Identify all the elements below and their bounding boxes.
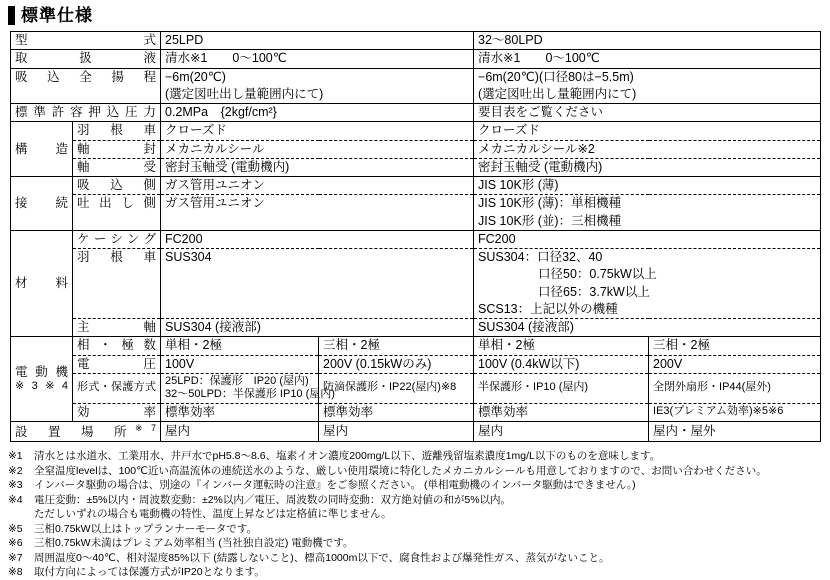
impeller-32-80lpd: クローズド	[474, 122, 821, 140]
table-row	[11, 266, 821, 283]
suction-head-25lpd-b: (選定図吐出し量範囲内にて)	[161, 86, 474, 104]
group-label-motor	[11, 337, 73, 422]
seal-25lpd: メカニカルシール	[161, 140, 474, 158]
footnote-text: 三相0.75kW未満はプレミアム効率相当 (当社独自設定) 電動機です。	[34, 537, 354, 550]
spec-sheet-page	[0, 6, 830, 579]
table-row	[11, 68, 821, 86]
motor-efficiency-32-80lpd-single: 標準効率	[474, 403, 649, 421]
motor-efficiency-25lpd-three: 標準効率	[319, 403, 474, 421]
place-25lpd-three: 屋内	[319, 421, 474, 441]
seal-32-80lpd: メカニカルシール※2	[474, 140, 821, 158]
page-title	[8, 6, 830, 25]
suction-head-32-80lpd-a: −6m(20℃)(口径80は−5.5m)	[474, 68, 821, 86]
sub-label-impeller: 羽 根 車	[73, 122, 161, 140]
pressure-25lpd: 0.2MPa {2kgf/cm²}	[161, 104, 474, 122]
casing-32-80lpd: FC200	[474, 230, 821, 248]
table-row	[11, 373, 821, 403]
footnote-text: 周囲温度0〜40℃、相対湿度85%以下 (結露しないこと)、標高1000m以下で、腐食性および爆発性ガス、蒸気がないこと。	[34, 551, 610, 564]
table-row	[11, 301, 821, 319]
impeller-material-32-80lpd-l3: 口径65：3.7kW以上	[474, 284, 821, 301]
footnote-item	[8, 536, 830, 550]
liquid-32-80lpd: 清水※1 0〜100℃	[474, 50, 821, 68]
sub-label-discharge-side: 吐出し側	[73, 195, 161, 213]
footnote-mark: ※5	[8, 522, 23, 535]
motor-protection-25lpd-single-l2: 32〜50LPD：半保護形 IP10 (屋内)	[165, 388, 335, 401]
impeller-25lpd: クローズド	[161, 122, 474, 140]
table-row	[11, 355, 821, 373]
table-row	[11, 230, 821, 248]
sub-label-seal: 軸 封	[73, 140, 161, 158]
footnote-item	[8, 522, 830, 536]
sub-label-protection: 形式・保護方式	[73, 373, 161, 403]
row-label-install-place	[11, 421, 161, 441]
table-row	[11, 249, 821, 267]
motor-protection-25lpd-three: 防滴保護形・IP22(屋内)※8	[319, 373, 474, 403]
sub-label-phase-pole: 相 ・ 極 数	[73, 337, 161, 355]
row-label-suction-head: 吸 込 全 揚 程	[11, 68, 161, 86]
specification-table	[10, 31, 821, 442]
col-head-25lpd: 25LPD	[161, 32, 474, 50]
sub-label-blank-2	[73, 284, 161, 301]
footnote-item	[8, 478, 830, 492]
table-row	[11, 403, 821, 421]
footnote-text: 全窒温度levelは、100℃近い高温流体の連続送水のような、厳しい使用環境に特化したメカニカルシールも用意しておりますので、お問い合わせください。	[34, 464, 767, 477]
table-row	[11, 104, 821, 122]
casing-25lpd: FC200	[161, 230, 474, 248]
suction-side-25lpd: ガス管用ユニオン	[161, 177, 474, 195]
group-label-motor-text: 電動機	[15, 364, 68, 379]
shaft-25lpd: SUS304 (接液部)	[161, 319, 474, 337]
bearing-25lpd: 密封玉軸受 (電動機内)	[161, 158, 474, 176]
suction-head-25lpd-a: −6m(20℃)	[161, 68, 474, 86]
motor-protection-25lpd-single-l1: 25LPD：保護形 IP20 (屋内)	[165, 374, 309, 387]
table-row	[11, 284, 821, 301]
table-row	[11, 86, 821, 104]
impeller-material-32-80lpd-l2: 口径50：0.75kW以上	[474, 266, 821, 283]
motor-phase-25lpd-single: 単相・2極	[161, 337, 319, 355]
motor-efficiency-25lpd-single: 標準効率	[161, 403, 319, 421]
title-accent-bar	[8, 6, 15, 25]
sub-label-blank-1	[73, 266, 161, 283]
sub-label-bearing: 軸 受	[73, 158, 161, 176]
row-label-suction-head-cont	[11, 86, 161, 104]
place-32-80lpd-single: 屋内	[474, 421, 649, 441]
footnote-mark: ※7	[8, 551, 23, 564]
footnote-item	[8, 493, 830, 507]
table-row	[11, 32, 821, 50]
footnote-mark: ※4	[8, 493, 23, 506]
place-25lpd-single: 屋内	[161, 421, 319, 441]
footnote-subtext: ただしいずれの場合も電動機の特性、温度上昇などは定格値に準じません。	[34, 508, 392, 521]
sub-label-suction-side: 吸 込 側	[73, 177, 161, 195]
table-row	[11, 177, 821, 195]
bearing-32-80lpd: 密封玉軸受 (電動機内)	[474, 158, 821, 176]
suction-head-32-80lpd-b: (選定図吐出し量範囲内にて)	[474, 86, 821, 104]
sub-label-casing: ケーシング	[73, 230, 161, 248]
col-head-32-80lpd: 32〜80LPD	[474, 32, 821, 50]
sub-label-blank-3	[73, 301, 161, 319]
footnote-text: 三相0.75kW以上はトップランナーモータです。	[34, 522, 258, 535]
motor-voltage-32-80lpd-three: 200V	[649, 355, 821, 373]
impeller-material-32-80lpd: SUS304：口径32、40	[474, 249, 821, 267]
footnote-item	[8, 551, 830, 565]
row-label-allowable-pressure: 標準許容押込圧力	[11, 104, 161, 122]
liquid-25lpd: 清水※1 0〜100℃	[161, 50, 474, 68]
table-row	[11, 337, 821, 355]
motor-efficiency-32-80lpd-three: IE3(プレミアム効率)※5※6	[649, 403, 821, 421]
sub-label-shaft: 主 軸	[73, 319, 161, 337]
impeller-material-25lpd-l4	[161, 301, 474, 319]
place-32-80lpd-three: 屋内・屋外	[649, 421, 821, 441]
motor-voltage-25lpd-three: 200V (0.15kWのみ)	[319, 355, 474, 373]
group-label-material: 材 料	[11, 230, 73, 337]
motor-protection-25lpd-single	[161, 373, 335, 403]
table-row	[11, 50, 821, 68]
footnote-item	[8, 464, 830, 478]
table-row	[11, 140, 821, 158]
row-label-install-place-sup: ※7	[134, 422, 157, 433]
sub-label-impeller-material: 羽 根 車	[73, 249, 161, 267]
pressure-32-80lpd: 要目表をご覧ください	[474, 104, 821, 122]
footnote-text: 電圧変動：±5%以内・周波数変動：±2%以内／電圧、周波数の同時変動：双方絶対値の和が5%以内。	[34, 493, 512, 506]
motor-phase-32-80lpd-single: 単相・2極	[474, 337, 649, 355]
motor-phase-32-80lpd-three: 三相・2極	[649, 337, 821, 355]
row-label-liquid: 取 扱 液	[11, 50, 161, 68]
motor-protection-32-80lpd-single: 半保護形・IP10 (屋内)	[474, 373, 649, 403]
discharge-side-25lpd: ガス管用ユニオン	[161, 195, 474, 213]
suction-side-32-80lpd: JIS 10K形 (薄)	[474, 177, 821, 195]
footnote-mark: ※1	[8, 450, 23, 463]
footnote-text: 取付方向によっては保護方式がIP20となります。	[34, 566, 265, 579]
impeller-material-25lpd: SUS304	[161, 249, 474, 267]
footnote-text: インバータ駆動の場合は、別途の『インバータ運転時の注意』をご参照ください。 (単相電動機のインバータ駆動はできません。)	[34, 479, 636, 492]
table-row	[11, 319, 821, 337]
impeller-material-25lpd-l3	[161, 284, 474, 301]
table-row	[11, 195, 821, 213]
table-row	[11, 213, 821, 231]
footnote-text: 清水とは水道水、工業用水、井戸水でpH5.8〜8.6、塩素イオン濃度200mg/L以下、遊離残留塩素濃度1mg/L以下のものを意味します。	[34, 450, 661, 463]
footnote-mark: ※8	[8, 566, 23, 579]
discharge-side-32-80lpd-cont: JIS 10K形 (並)：三相機種	[474, 213, 821, 231]
table-row	[11, 158, 821, 176]
table-row	[11, 421, 821, 441]
page-title-text: 標準仕様	[21, 6, 93, 25]
impeller-material-32-80lpd-l4: SCS13：上記以外の機種	[474, 301, 821, 319]
discharge-side-32-80lpd: JIS 10K形 (薄)：単相機種	[474, 195, 821, 213]
discharge-side-25lpd-cont	[161, 213, 474, 231]
motor-phase-25lpd-three: 三相・2極	[319, 337, 474, 355]
row-label-install-place-text: 設 置 場 所	[15, 424, 135, 439]
footnote-item	[8, 449, 830, 463]
motor-protection-32-80lpd-three: 全閉外扇形・IP44(屋外)	[649, 373, 821, 403]
row-label-model: 型 式	[11, 32, 161, 50]
shaft-32-80lpd: SUS304 (接液部)	[474, 319, 821, 337]
sub-label-discharge-side-cont	[73, 213, 161, 231]
footnote-mark: ※3	[8, 479, 23, 492]
footnotes	[8, 449, 830, 579]
footnote-mark: ※6	[8, 537, 23, 550]
motor-voltage-25lpd-single: 100V	[161, 355, 319, 373]
footnote-item	[8, 565, 830, 579]
group-label-structure: 構 造	[11, 122, 73, 177]
table-row	[11, 122, 821, 140]
impeller-material-25lpd-l2	[161, 266, 474, 283]
footnote-mark: ※2	[8, 464, 23, 477]
motor-voltage-32-80lpd-single: 100V (0.4kW以下)	[474, 355, 649, 373]
sub-label-voltage: 電 圧	[73, 355, 161, 373]
group-label-connection: 接 続	[11, 177, 73, 231]
sub-label-efficiency: 効 率	[73, 403, 161, 421]
group-label-motor-sup: ※3※4	[15, 379, 68, 392]
